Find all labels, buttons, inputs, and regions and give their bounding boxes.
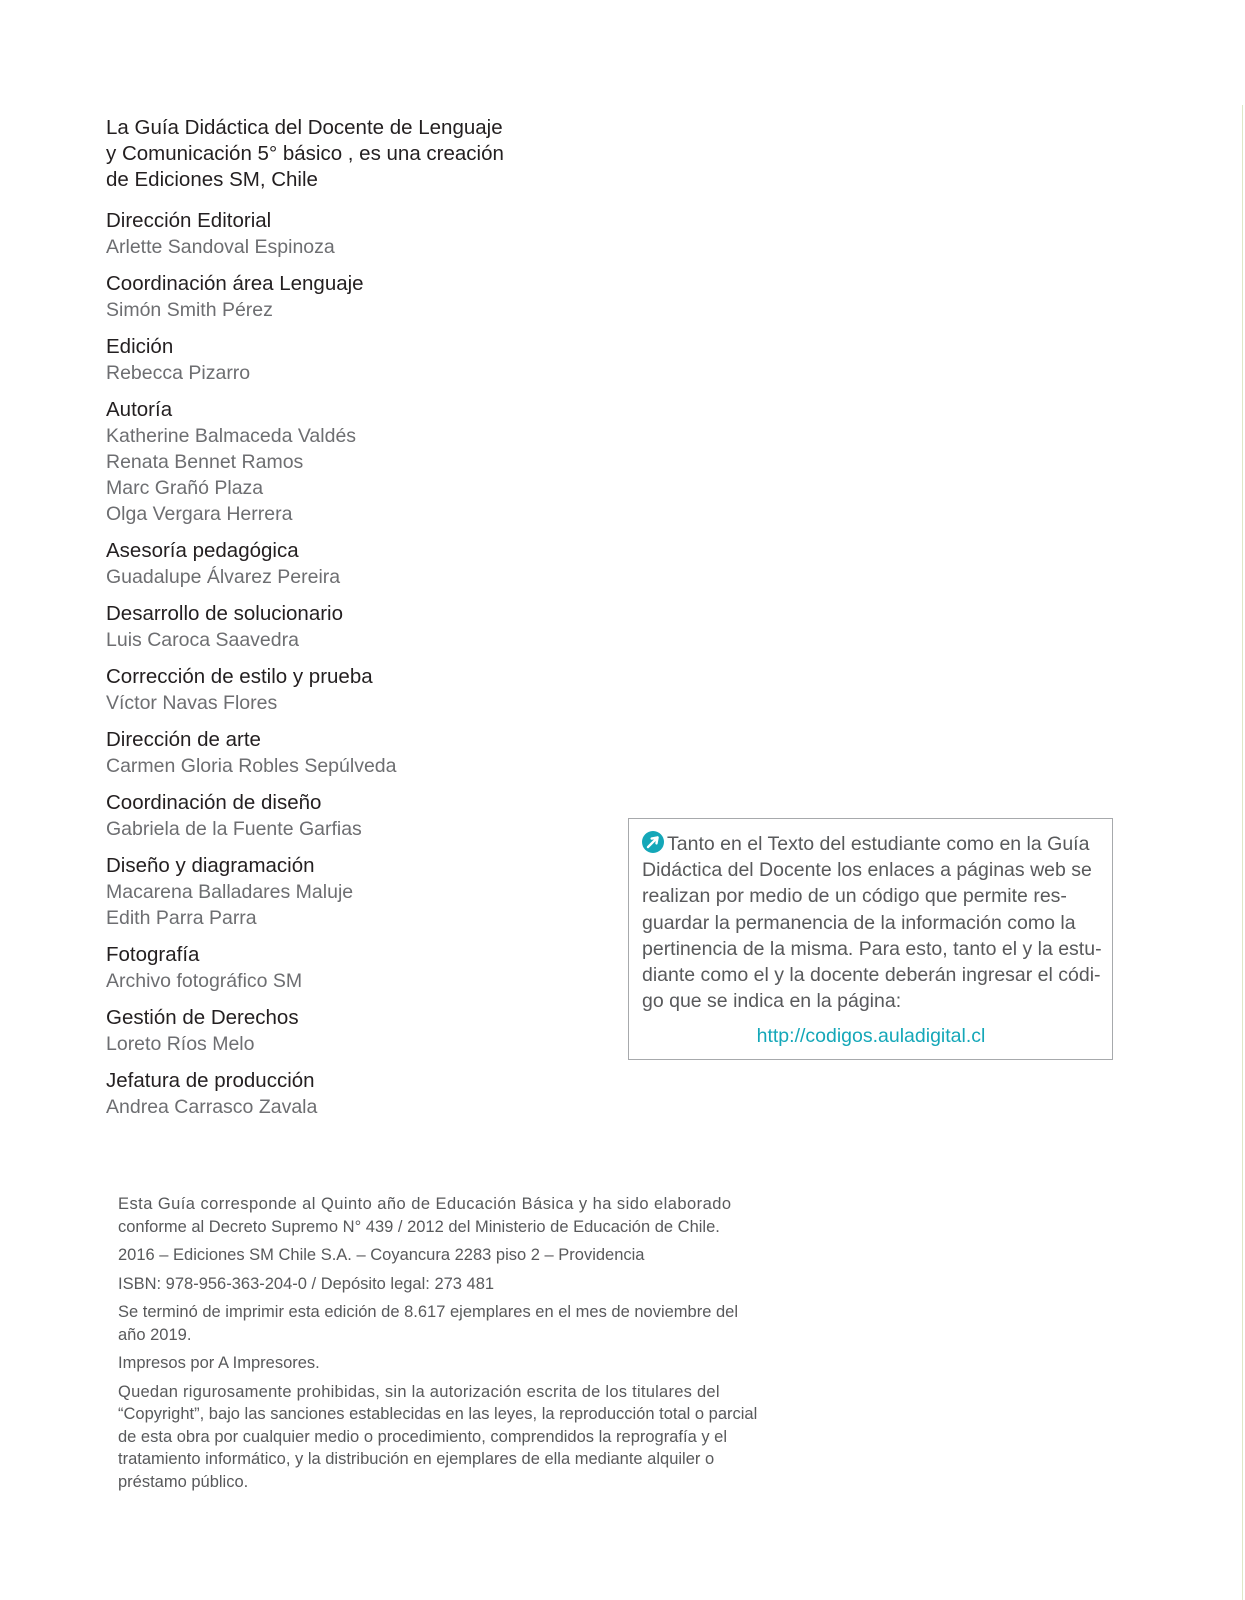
credit-coordinacion-lenguaje: [106, 271, 546, 323]
legal-paragraph: [118, 1244, 778, 1267]
credit-fotografia: [106, 942, 546, 994]
legal-line: préstamo público.: [118, 1472, 249, 1491]
credit-role: Coordinación de diseño: [106, 791, 322, 814]
credit-role: Fotografía: [106, 943, 200, 966]
arrow-icon: [642, 831, 664, 853]
codigos-link[interactable]: http://codigos.auladigital.cl: [756, 1025, 986, 1048]
credit-role: Dirección de arte: [106, 728, 261, 751]
credit-role: Dirección Editorial: [106, 209, 272, 232]
credit-name: Víctor Navas Flores: [106, 692, 278, 714]
legal-line: Quedan rigurosamente prohibidas, sin la autorización escrita de los titulares del: [118, 1382, 720, 1401]
legal-paragraph: [118, 1301, 778, 1346]
legal-line: 2016 – Ediciones SM Chile S.A. – Coyancura 2283 piso 2 – Providencia: [118, 1246, 645, 1264]
credit-role: Desarrollo de solucionario: [106, 602, 344, 625]
info-line: realizan por medio de un código que permite res-: [642, 885, 1067, 908]
intro-line: de Ediciones SM, Chile: [106, 168, 318, 191]
credit-name: Katherine Balmaceda Valdés: [106, 425, 357, 447]
credit-correccion-estilo: [106, 664, 546, 716]
legal-paragraph: [118, 1352, 778, 1375]
legal-line: “Copyright”, bajo las sanciones establecidas en las leyes, la reproducción total o parcial: [118, 1405, 758, 1423]
credit-name: Gabriela de la Fuente Garfias: [106, 818, 362, 840]
credit-name: Edith Parra Parra: [106, 907, 257, 929]
legal-line: de esta obra por cualquier medio o procedimiento, comprendidos la reprografía y el: [118, 1427, 728, 1446]
credit-name: Luis Caroca Saavedra: [106, 629, 299, 651]
credit-name: Archivo fotográfico SM: [106, 970, 303, 992]
legal-line: conforme al Decreto Supremo N° 439 / 2012 del Ministerio de Educación de Chile.: [118, 1217, 720, 1236]
credit-edicion: [106, 334, 546, 386]
info-line: Tanto en el Texto del estudiante como en la Guía: [667, 833, 1090, 855]
legal-line: tratamiento informático, y la distribución en ejemplares de ella mediante alquiler o: [118, 1450, 715, 1468]
intro-line: y Comunicación 5° básico , es una creación: [106, 142, 504, 165]
credit-name: Arlette Sandoval Espinoza: [106, 236, 335, 258]
credit-name: Carmen Gloria Robles Sepúlveda: [106, 755, 397, 777]
credit-name: Marc Grañó Plaza: [106, 477, 264, 499]
credit-role: Jefatura de producción: [106, 1069, 315, 1092]
credit-diseno-diagramacion: [106, 853, 546, 931]
legal-paragraph: [118, 1381, 778, 1494]
credit-name: Macarena Balladares Maluje: [106, 881, 354, 903]
credit-name: Loreto Ríos Melo: [106, 1033, 255, 1055]
info-line: go que se indica en la página:: [642, 990, 902, 1013]
legal-paragraph: [118, 1193, 778, 1238]
credit-jefatura-produccion: [106, 1068, 546, 1120]
credit-role: Autoría: [106, 398, 173, 421]
page-edge-line: [1242, 105, 1243, 1600]
credit-asesoria-pedagogica: [106, 538, 546, 590]
web-links-info-box: [628, 818, 1113, 1060]
legal-line: Esta Guía corresponde al Quinto año de Educación Básica y ha sido elaborado: [118, 1195, 732, 1213]
legal-notice: [118, 1193, 778, 1499]
credit-coordinacion-diseno: [106, 790, 546, 842]
intro-line: La Guía Didáctica del Docente de Lenguaje: [106, 116, 503, 139]
credit-desarrollo-solucionario: [106, 601, 546, 653]
credit-role: Asesoría pedagógica: [106, 539, 299, 562]
info-line: diante como el y la docente deberán ingresar el códi-: [642, 964, 1101, 987]
legal-line: Impresos por A Impresores.: [118, 1354, 320, 1372]
credit-role: Corrección de estilo y prueba: [106, 665, 373, 688]
credit-role: Edición: [106, 335, 174, 358]
credit-name: Rebecca Pizarro: [106, 362, 251, 384]
legal-line: ISBN: 978-956-363-204-0 / Depósito legal: 273 481: [118, 1274, 495, 1293]
info-line-first: [642, 831, 1100, 857]
credit-role: Diseño y diagramación: [106, 854, 315, 877]
credit-direccion-editorial: [106, 208, 546, 260]
credit-role: Gestión de Derechos: [106, 1006, 299, 1029]
info-line: Didáctica del Docente los enlaces a páginas web se: [642, 859, 1092, 882]
legal-paragraph: [118, 1273, 778, 1296]
info-line: guardar la permanencia de la información como la: [642, 911, 1076, 934]
credit-autoria: [106, 397, 546, 527]
info-text: [642, 831, 1100, 1014]
credit-gestion-derechos: [106, 1005, 546, 1057]
info-line: pertinencia de la misma. Para esto, tanto el y la estu-: [642, 937, 1102, 960]
intro-statement: [106, 115, 546, 193]
credit-name: Simón Smith Pérez: [106, 299, 273, 321]
credit-name: Andrea Carrasco Zavala: [106, 1096, 318, 1118]
credit-name: Renata Bennet Ramos: [106, 451, 304, 473]
credit-direccion-arte: [106, 727, 546, 779]
credit-name: Olga Vergara Herrera: [106, 503, 293, 525]
legal-line: Se terminó de imprimir esta edición de 8.617 ejemplares en el mes de noviembre del: [118, 1303, 738, 1321]
legal-line: año 2019.: [118, 1325, 192, 1344]
credit-role: Coordinación área Lenguaje: [106, 272, 364, 295]
credits-column: [106, 115, 546, 1131]
credit-name: Guadalupe Álvarez Pereira: [106, 566, 341, 588]
